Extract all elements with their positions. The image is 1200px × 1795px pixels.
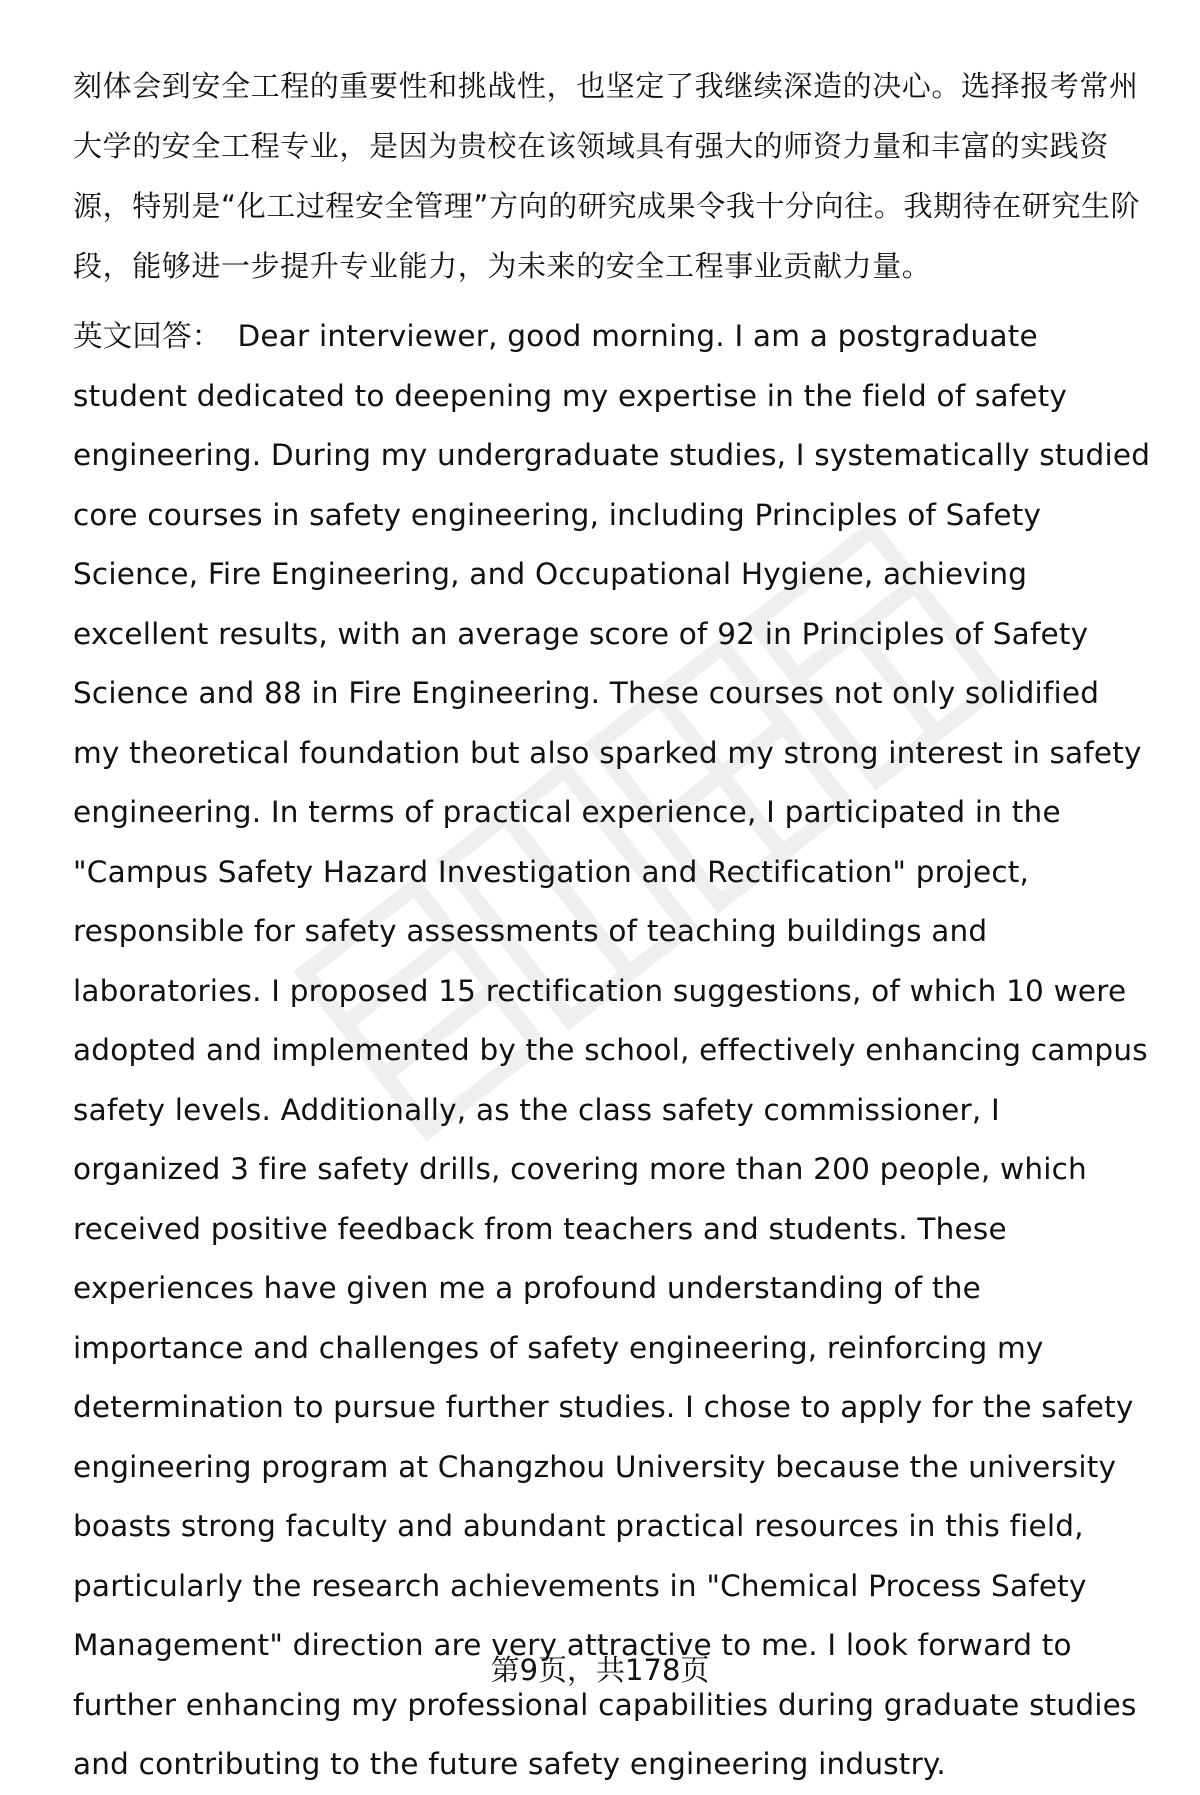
- page-number-footer: 第9页，共178页: [490, 1653, 710, 1687]
- english-answer-label: 英文回答：: [73, 319, 222, 353]
- english-answer-text: Dear interviewer, good morning. I am a postgraduate student dedicated to deepening my expertise in the field of safety engineering. During my undergraduate studies, I systematically studied core courses in safety engineering, including Principles of Safety Science, Fire Engineering, and Occupational Hygiene, achieving excellent results, with an average score of 92 in Principles of Safety Science and 88 in Fire Engineering. These courses not only solidified my theoretical foundation but also sparked my strong interest in safety engineering. In terms of practical experience, I participated in the "Campus Safety Hazard Investigation and Rectification" project, responsible for safety assessments of teaching buildings and laboratories. I proposed 15 rectification suggestions, of which 10 were adopted and implemented by the school, effectively enhancing campus safety levels. Additionally, as the class safety commissioner, I organized 3 fire safety drills, covering more than 200 people, which received positive feedback from teachers and students. These experiences have given me a profound understanding of the importance and challenges of safety engineering, reinforcing my determination to pursue further studies. I chose to apply for the safety engineering program at Changzhou University because the university boasts strong faculty and abundant practical resources in this field, particularly the research achievements in "Chemical Process Safety Management" direction are very attractive to me. I look forward to further enhancing my professional capabilities during graduate studies and contributing to the future safety engineering industry.: [73, 319, 1151, 1781]
- content-body: [73, 56, 1153, 1795]
- chinese-answer-paragraph: 刻体会到安全工程的重要性和挑战性，也坚定了我继续深造的决心。选择报考常州大学的安全工程专业，是因为贵校在该领域具有强大的师资力量和丰富的实践资源，特别是“化工过程安全管理”方向的研究成果令我十分向往。我期待在研究生阶段，能够进一步提升专业能力，为未来的安全工程事业贡献力量。: [73, 69, 1141, 283]
- english-answer-paragraph: [73, 307, 1153, 1795]
